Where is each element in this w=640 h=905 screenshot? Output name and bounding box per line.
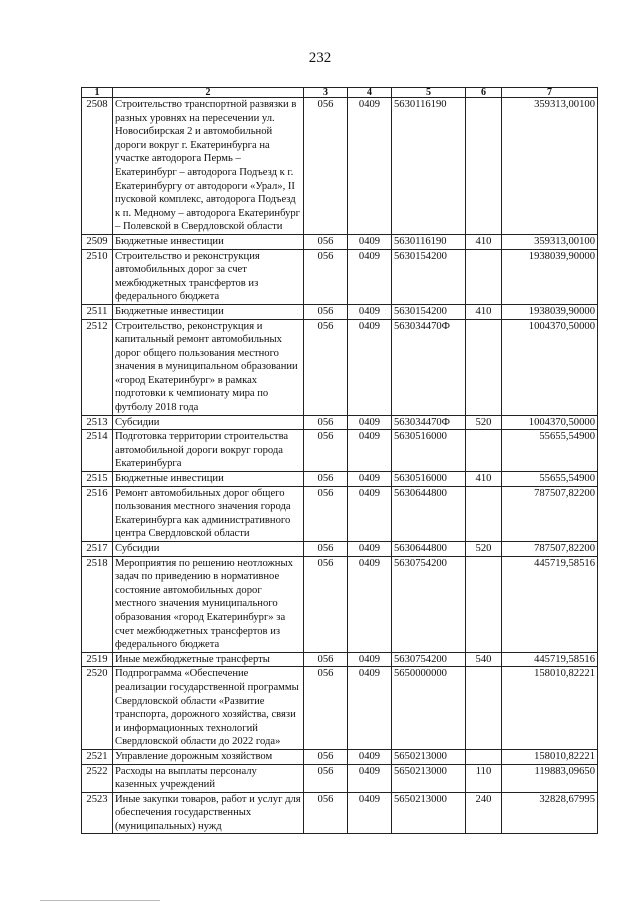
- table-body: [82, 98, 598, 834]
- row-name-cell: Управление дорожным хозяйством: [113, 749, 304, 764]
- row-number-cell: 2513: [82, 415, 113, 430]
- section-code-cell: 0409: [348, 304, 392, 319]
- row-name-cell: Субсидии: [113, 415, 304, 430]
- table-row: [82, 652, 598, 667]
- row-number-cell: 2508: [82, 98, 113, 235]
- table-row: [82, 472, 598, 487]
- admin-code-cell: 056: [304, 249, 348, 304]
- admin-code-cell: 056: [304, 764, 348, 792]
- table-row: [82, 430, 598, 472]
- target-code-cell: 563034470Ф: [392, 415, 466, 430]
- expense-type-cell: [466, 749, 502, 764]
- admin-code-cell: 056: [304, 415, 348, 430]
- row-number-cell: 2516: [82, 486, 113, 541]
- target-code-cell: 563034470Ф: [392, 319, 466, 415]
- admin-code-cell: 056: [304, 430, 348, 472]
- admin-code-cell: 056: [304, 749, 348, 764]
- table-row: [82, 249, 598, 304]
- amount-cell: 445719,58516: [502, 556, 598, 652]
- target-code-cell: 5650213000: [392, 792, 466, 834]
- page-number: 232: [308, 50, 332, 66]
- expense-type-cell: [466, 556, 502, 652]
- amount-cell: 158010,82221: [502, 749, 598, 764]
- amount-cell: 1938039,90000: [502, 249, 598, 304]
- amount-cell: 445719,58516: [502, 652, 598, 667]
- amount-cell: 787507,82200: [502, 542, 598, 557]
- row-name-cell: Подготовка территории строительства автомобильной дороги вокруг города Екатеринбурга: [113, 430, 304, 472]
- row-number-cell: 2509: [82, 234, 113, 249]
- target-code-cell: 5650213000: [392, 749, 466, 764]
- table-row: [82, 98, 598, 235]
- amount-cell: 787507,82200: [502, 486, 598, 541]
- amount-cell: 1938039,90000: [502, 304, 598, 319]
- expense-type-cell: [466, 430, 502, 472]
- column-header: 7: [502, 88, 598, 98]
- row-name-cell: Бюджетные инвестиции: [113, 234, 304, 249]
- admin-code-cell: 056: [304, 792, 348, 834]
- row-number-cell: 2519: [82, 652, 113, 667]
- expense-type-cell: 520: [466, 542, 502, 557]
- table-row: [82, 486, 598, 541]
- column-header: 2: [113, 88, 304, 98]
- section-code-cell: 0409: [348, 415, 392, 430]
- table-row: [82, 542, 598, 557]
- admin-code-cell: 056: [304, 556, 348, 652]
- amount-cell: 55655,54900: [502, 472, 598, 487]
- expense-type-cell: 540: [466, 652, 502, 667]
- admin-code-cell: 056: [304, 234, 348, 249]
- amount-cell: 119883,09650: [502, 764, 598, 792]
- target-code-cell: 5630754200: [392, 652, 466, 667]
- amount-cell: 158010,82221: [502, 667, 598, 750]
- table-row: [82, 415, 598, 430]
- column-header: 6: [466, 88, 502, 98]
- row-number-cell: 2512: [82, 319, 113, 415]
- row-number-cell: 2517: [82, 542, 113, 557]
- section-code-cell: 0409: [348, 486, 392, 541]
- budget-table: [81, 87, 598, 834]
- row-number-cell: 2511: [82, 304, 113, 319]
- amount-cell: 359313,00100: [502, 98, 598, 235]
- row-name-cell: Расходы на выплаты персоналу казенных учреждений: [113, 764, 304, 792]
- expense-type-cell: [466, 98, 502, 235]
- row-name-cell: Ремонт автомобильных дорог общего пользования местного значения города Екатеринбурга как административного центра Свердловской области: [113, 486, 304, 541]
- table-row: [82, 319, 598, 415]
- row-number-cell: 2518: [82, 556, 113, 652]
- row-name-cell: Иные межбюджетные трансферты: [113, 652, 304, 667]
- admin-code-cell: 056: [304, 667, 348, 750]
- row-number-cell: 2522: [82, 764, 113, 792]
- row-name-cell: Иные закупки товаров, работ и услуг для обеспечения государственных (муниципальных) нужд: [113, 792, 304, 834]
- section-code-cell: 0409: [348, 319, 392, 415]
- expense-type-cell: [466, 667, 502, 750]
- row-name-cell: Бюджетные инвестиции: [113, 304, 304, 319]
- target-code-cell: 5630516000: [392, 472, 466, 487]
- column-header: 4: [348, 88, 392, 98]
- target-code-cell: 5630116190: [392, 234, 466, 249]
- target-code-cell: 5650000000: [392, 667, 466, 750]
- admin-code-cell: 056: [304, 652, 348, 667]
- table-row: [82, 304, 598, 319]
- admin-code-cell: 056: [304, 98, 348, 235]
- expense-type-cell: 520: [466, 415, 502, 430]
- row-name-cell: Субсидии: [113, 542, 304, 557]
- admin-code-cell: 056: [304, 304, 348, 319]
- table-row: [82, 556, 598, 652]
- section-code-cell: 0409: [348, 792, 392, 834]
- expense-type-cell: 240: [466, 792, 502, 834]
- section-code-cell: 0409: [348, 652, 392, 667]
- target-code-cell: 5630116190: [392, 98, 466, 235]
- section-code-cell: 0409: [348, 234, 392, 249]
- target-code-cell: 5630754200: [392, 556, 466, 652]
- expense-type-cell: [466, 249, 502, 304]
- row-number-cell: 2520: [82, 667, 113, 750]
- target-code-cell: 5630516000: [392, 430, 466, 472]
- expense-type-cell: [466, 486, 502, 541]
- row-name-cell: Строительство, реконструкция и капитальный ремонт автомобильных дорог общего пользования местного значения в муниципальном образовании «город Екатеринбург» в рамках подготовки к чемпионату мира по футболу 2018 года: [113, 319, 304, 415]
- section-code-cell: 0409: [348, 249, 392, 304]
- expense-type-cell: [466, 319, 502, 415]
- section-code-cell: 0409: [348, 472, 392, 487]
- row-number-cell: 2523: [82, 792, 113, 834]
- table-row: [82, 667, 598, 750]
- table-row: [82, 792, 598, 834]
- row-number-cell: 2521: [82, 749, 113, 764]
- column-header: 3: [304, 88, 348, 98]
- table-header-row: [82, 88, 598, 98]
- row-name-cell: Бюджетные инвестиции: [113, 472, 304, 487]
- admin-code-cell: 056: [304, 542, 348, 557]
- admin-code-cell: 056: [304, 319, 348, 415]
- amount-cell: 32828,67995: [502, 792, 598, 834]
- section-code-cell: 0409: [348, 556, 392, 652]
- table-row: [82, 764, 598, 792]
- column-header: 1: [82, 88, 113, 98]
- target-code-cell: 5630154200: [392, 304, 466, 319]
- section-code-cell: 0409: [348, 667, 392, 750]
- expense-type-cell: 410: [466, 304, 502, 319]
- target-code-cell: 5630644800: [392, 486, 466, 541]
- section-code-cell: 0409: [348, 749, 392, 764]
- target-code-cell: 5630154200: [392, 249, 466, 304]
- target-code-cell: 5630644800: [392, 542, 466, 557]
- column-header: 5: [392, 88, 466, 98]
- amount-cell: 359313,00100: [502, 234, 598, 249]
- target-code-cell: 5650213000: [392, 764, 466, 792]
- row-number-cell: 2515: [82, 472, 113, 487]
- row-number-cell: 2510: [82, 249, 113, 304]
- row-name-cell: Подпрограмма «Обеспечение реализации государственной программы Свердловской области «Развитие транспорта, дорожного хозяйства, связи и информационных технологий Свердловской области до 2022 года»: [113, 667, 304, 750]
- expense-type-cell: 410: [466, 234, 502, 249]
- admin-code-cell: 056: [304, 472, 348, 487]
- section-code-cell: 0409: [348, 764, 392, 792]
- amount-cell: 1004370,50000: [502, 415, 598, 430]
- section-code-cell: 0409: [348, 98, 392, 235]
- scan-artifact-line: [40, 900, 160, 901]
- section-code-cell: 0409: [348, 430, 392, 472]
- expense-type-cell: 410: [466, 472, 502, 487]
- amount-cell: 1004370,50000: [502, 319, 598, 415]
- row-name-cell: Строительство и реконструкция автомобильных дорог за счет межбюджетных трансфертов из федерального бюджета: [113, 249, 304, 304]
- section-code-cell: 0409: [348, 542, 392, 557]
- admin-code-cell: 056: [304, 486, 348, 541]
- table-row: [82, 234, 598, 249]
- row-name-cell: Мероприятия по решению неотложных задач по приведению в нормативное состояние автомобильных дорог местного значения муниципального образования «город Екатеринбург» за счет межбюджетных трансфертов из федерального бюджета: [113, 556, 304, 652]
- table-row: [82, 749, 598, 764]
- row-name-cell: Строительство транспортной развязки в разных уровнях на пересечении ул. Новосибирская 2 и автомобильной дороги вокруг г. Екатеринбурга на участке автодорога Пермь – Екатеринбург – автодорога Подъезд к г. Екатеринбургу от автодороги «Урал», II пусковой комплекс, автодорога Подъезд к п. Медному – автодорога Екатеринбург – Полевской в Свердловской области: [113, 98, 304, 235]
- row-number-cell: 2514: [82, 430, 113, 472]
- expense-type-cell: 110: [466, 764, 502, 792]
- amount-cell: 55655,54900: [502, 430, 598, 472]
